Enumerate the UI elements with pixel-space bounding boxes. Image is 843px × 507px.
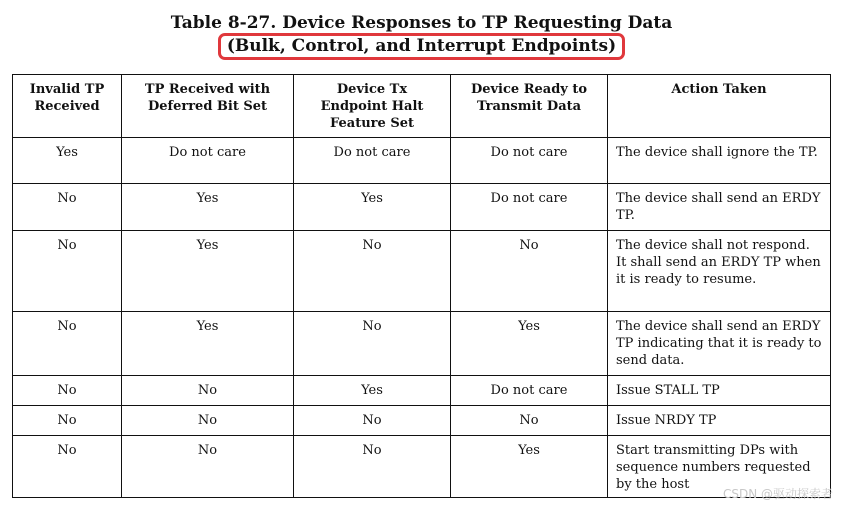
cell-device-ready: Do not care	[451, 376, 608, 406]
cell-endpoint-halt: No	[294, 231, 451, 312]
cell-action-taken: Start transmitting DPs with sequence numbers requested by the host	[608, 436, 831, 498]
cell-action-taken: The device shall send an ERDY TP indicating that it is ready to send data.	[608, 312, 831, 376]
cell-invalid-tp: No	[13, 376, 122, 406]
cell-endpoint-halt: No	[294, 406, 451, 436]
device-responses-table	[12, 74, 831, 498]
header-action-taken: Action Taken	[608, 75, 831, 138]
header-deferred-bit: TP Received with Deferred Bit Set	[122, 75, 294, 138]
table-row	[13, 312, 831, 376]
table-row	[13, 376, 831, 406]
cell-invalid-tp: No	[13, 406, 122, 436]
cell-action-taken: Issue NRDY TP	[608, 406, 831, 436]
cell-deferred-bit: Do not care	[122, 138, 294, 184]
table-row	[13, 436, 831, 498]
cell-action-taken: The device shall send an ERDY TP.	[608, 184, 831, 231]
cell-endpoint-halt: No	[294, 436, 451, 498]
cell-invalid-tp: Yes	[13, 138, 122, 184]
table-row	[13, 406, 831, 436]
cell-deferred-bit: No	[122, 406, 294, 436]
cell-device-ready: No	[451, 231, 608, 312]
cell-invalid-tp: No	[13, 312, 122, 376]
cell-deferred-bit: Yes	[122, 231, 294, 312]
table-row	[13, 184, 831, 231]
cell-action-taken: Issue STALL TP	[608, 376, 831, 406]
cell-action-taken: The device shall not respond. It shall send an ERDY TP when it is ready to resume.	[608, 231, 831, 312]
table-caption-title: Table 8-27. Device Responses to TP Requesting Data	[170, 13, 673, 33]
header-device-ready: Device Ready to Transmit Data	[451, 75, 608, 138]
cell-device-ready: No	[451, 406, 608, 436]
table-row	[13, 231, 831, 312]
cell-invalid-tp: No	[13, 436, 122, 498]
cell-endpoint-halt: Yes	[294, 184, 451, 231]
header-endpoint-halt: Device Tx Endpoint Halt Feature Set	[294, 75, 451, 138]
cell-deferred-bit: No	[122, 436, 294, 498]
table-header-row	[13, 75, 831, 138]
cell-invalid-tp: No	[13, 184, 122, 231]
cell-device-ready: Do not care	[451, 138, 608, 184]
cell-deferred-bit: No	[122, 376, 294, 406]
cell-device-ready: Do not care	[451, 184, 608, 231]
watermark: CSDN @驱动探索者	[722, 487, 833, 501]
table-row	[13, 138, 831, 184]
cell-endpoint-halt: Yes	[294, 376, 451, 406]
cell-deferred-bit: Yes	[122, 312, 294, 376]
cell-endpoint-halt: No	[294, 312, 451, 376]
cell-device-ready: Yes	[451, 436, 608, 498]
header-invalid-tp: Invalid TP Received	[13, 75, 122, 138]
cell-action-taken: The device shall ignore the TP.	[608, 138, 831, 184]
cell-endpoint-halt: Do not care	[294, 138, 451, 184]
cell-device-ready: Yes	[451, 312, 608, 376]
table-caption-subtitle-row	[0, 33, 843, 60]
cell-invalid-tp: No	[13, 231, 122, 312]
cell-deferred-bit: Yes	[122, 184, 294, 231]
table-caption-subtitle: (Bulk, Control, and Interrupt Endpoints)	[218, 33, 625, 60]
